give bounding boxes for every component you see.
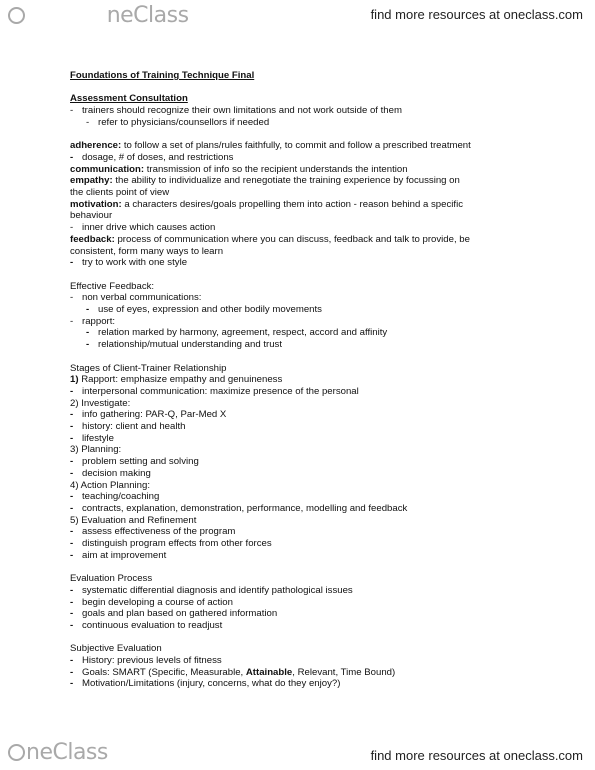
- section-heading: Subjective Evaluation: [70, 643, 162, 655]
- oneclass-logo[interactable]: [8, 3, 189, 28]
- document-body: [70, 70, 575, 690]
- list-item: - rapport:: [70, 315, 116, 327]
- oneclass-footer-logo[interactable]: [8, 740, 108, 765]
- list-item: 2) Investigate:: [70, 397, 131, 409]
- list-item: - relation marked by harmony, agreement, respect, accord and affinity: [86, 327, 388, 339]
- list-item: - assess effectiveness of the program: [70, 526, 236, 538]
- list-item: - problem setting and solving: [70, 456, 199, 468]
- list-item: - use of eyes, expression and other bodily movements: [86, 304, 322, 316]
- list-item: - continuous evaluation to readjust: [70, 619, 223, 631]
- list-item: - lifestyle: [70, 432, 114, 444]
- list-item: - Motivation/Limitations (injury, concerns, what do they enjoy?): [70, 678, 341, 690]
- list-item: - relationship/mutual understanding and trust: [86, 339, 282, 351]
- list-item: - goals and plan based on gathered information: [70, 608, 278, 620]
- list-item: 4) Action Planning:: [70, 479, 151, 491]
- definition-motivation: motivation: a characters desires/goals propelling them into action - reason behind a specific: [70, 198, 464, 210]
- definition-continuation: the clients point of view: [70, 187, 170, 198]
- list-item: 1) Rapport: emphasize empathy and genuineness: [70, 374, 283, 386]
- logo-text-visible: neClass: [106, 3, 189, 28]
- list-item: - dosage, # of doses, and restrictions: [70, 151, 234, 163]
- definition-feedback: feedback: process of communication where you can discuss, feedback and talk to provide, be: [70, 233, 470, 245]
- list-item: - distinguish program effects from other forces: [70, 538, 272, 550]
- section-heading: Stages of Client-Trainer Relationship: [70, 362, 227, 374]
- logo-text-visible: neClass: [26, 740, 108, 765]
- list-item: - decision making: [70, 467, 151, 479]
- list-item: - non verbal communications:: [70, 292, 202, 304]
- list-item: - Goals: SMART (Specific, Measurable, Attainable, Relevant, Time Bound): [70, 666, 396, 678]
- section-heading: Assessment Consultation: [70, 93, 188, 105]
- section-heading: Evaluation Process: [70, 573, 153, 585]
- list-item: - trainers should recognize their own limitations and not work outside of them: [70, 105, 402, 117]
- definition-continuation: behaviour: [70, 210, 113, 222]
- definition-empathy: empathy: the ability to individualize and renegotiate the training experience by focussing on: [70, 175, 460, 187]
- list-item: - systematic differential diagnosis and identify pathological issues: [70, 584, 353, 596]
- list-item: - info gathering: PAR-Q, Par-Med X: [70, 409, 227, 421]
- list-item: - History: previous levels of fitness: [70, 655, 222, 667]
- list-item: - history: client and health: [70, 421, 186, 433]
- list-item: - contracts, explanation, demonstration, performance, modelling and feedback: [70, 502, 408, 514]
- list-item: - begin developing a course of action: [70, 596, 233, 608]
- definition-communication: communication: transmission of info so the recipient understands the intention: [70, 163, 408, 175]
- list-item: - refer to physicians/counsellors if needed: [86, 116, 270, 128]
- list-item: - inner drive which causes action: [70, 222, 216, 234]
- footer-tagline-link[interactable]: find more resources at oneclass.com: [370, 748, 583, 763]
- list-item: 3) Planning:: [70, 444, 122, 456]
- list-item: - interpersonal communication: maximize presence of the personal: [70, 385, 359, 397]
- document-title: Foundations of Training Technique Final: [70, 70, 255, 81]
- list-item: - teaching/coaching: [70, 491, 160, 503]
- header-tagline-link[interactable]: find more resources at oneclass.com: [370, 7, 583, 22]
- list-item: - aim at improvement: [70, 549, 167, 561]
- definition-adherence: adherence: to follow a set of plans/rules faithfully, to commit and follow a prescribed treatment: [70, 140, 471, 152]
- definition-continuation: consistent, form many ways to learn: [70, 245, 224, 257]
- list-item: - try to work with one style: [70, 257, 188, 269]
- list-item: 5) Evaluation and Refinement: [70, 514, 197, 526]
- logo-circle-icon: [8, 744, 25, 761]
- section-heading: Effective Feedback:: [70, 280, 155, 292]
